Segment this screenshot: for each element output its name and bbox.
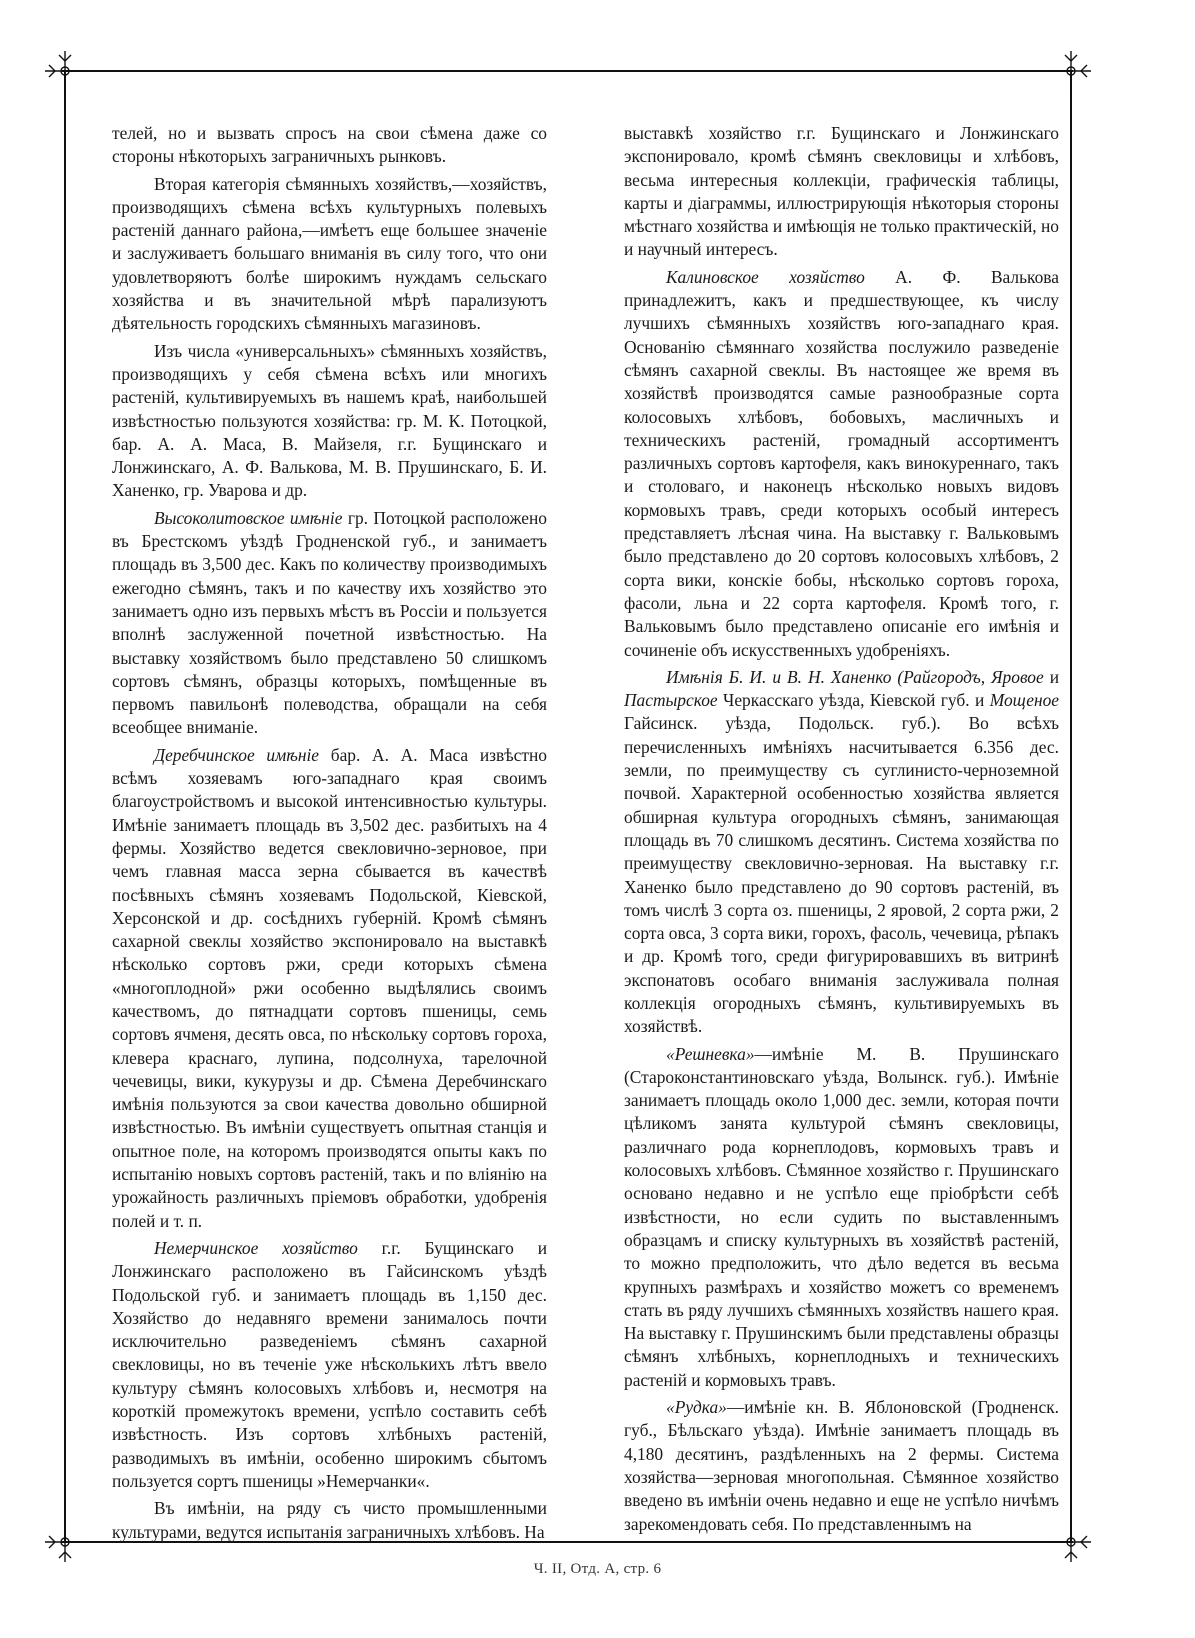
paragraph (112, 1497, 547, 1544)
text-run: и (1043, 666, 1060, 687)
italic-heading: Пастырское (624, 690, 718, 711)
paragraph (624, 1043, 1059, 1392)
paragraph (112, 744, 547, 1233)
italic-heading: Высоколитовское имѣніе (154, 507, 343, 528)
italic-heading: Немерчинское хозяйство (154, 1237, 358, 1258)
frame-left-rule (64, 70, 66, 1543)
frame-right-rule (1070, 70, 1072, 1543)
italic-heading: Калиновское хозяйство (666, 266, 865, 287)
paragraph (112, 507, 547, 740)
italic-heading: «Решневка» (666, 1043, 755, 1064)
corner-ornament-top-right-icon (1051, 51, 1091, 91)
italic-heading: Деребчинское имѣніе (154, 744, 319, 765)
corner-ornament-top-left-icon (45, 51, 85, 91)
text-run: г.г. Бущинскаго и Лонжинскаго расположено въ Гайсинскомъ уѣздѣ Подольской губ. и занимаетъ площадь въ 1,150 дес. Хозяйство до недавняго времени занималось почти исключительно разведеніемъ сѣмянъ сахарной свекловицы, но въ теченіе уже нѣсколькихъ лѣтъ ввело культуру сѣмянъ колосовыхъ хлѣбовъ и, несмотря на короткій промежутокъ времени, успѣло составить себѣ извѣстность. Изъ сортовъ хлѣбныхъ растеній, разводимыхъ въ имѣніи, особенно широкимъ сбытомъ пользуется сортъ пшеницы »Немерчанки«. (112, 1237, 548, 1491)
text-run: Вторая категорія сѣмянныхъ хозяйствъ,—хозяйствъ, производящихъ сѣмена всѣхъ культурныхъ полевыхъ растеній даннаго района,—имѣетъ еще большее значеніе и заслуживаетъ большаго вниманія въ силу того, что они удовлетворяютъ болѣе широкимъ нуждамъ сельскаго хозяйства и въ значительной мѣрѣ парализуютъ дѣятельность городскихъ сѣмянныхъ магазиновъ. (112, 173, 547, 334)
text-run: —имѣніе М. В. Прушинскаго (Староконстантиновскаго уѣзда, Волынск. губ.). Имѣніе занимаетъ площадь около 1,000 дес. земли, которая почти цѣликомъ занята культурой сѣмянъ свекловицы, различнаго рода корнеплодовъ, кормовыхъ травъ и колосовыхъ хлѣбовъ. Сѣмянное хозяйство г. Прушинскаго основано недавно и не успѣло еще пріобрѣсти себѣ извѣстности, но если судить по выставленнымъ образцамъ и списку культурныхъ въ хозяйствѣ растеній, то можно предположить, что дѣло ведется въ весьма крупныхъ размѣрахъ и хозяйство можетъ со временемъ стать въ ряду лучшихъ сѣмянныхъ хозяйствъ нашего края. На выставку г. Прушинскимъ были представлены образцы сѣмянъ хлѣбныхъ, корнеплодныхъ и техническихъ растеній и кормовыхъ травъ. (624, 1043, 1059, 1390)
left-column (112, 122, 547, 1544)
text-run: гр. Потоцкой расположено въ Брестскомъ уѣздѣ Гродненской губ., и занимаетъ площадь въ 3,500 дес. Какъ по количеству производимыхъ ежегодно сѣмянъ, такъ и по качеству ихъ хозяйство это занимаетъ одно изъ первыхъ мѣстъ въ Россіи и пользуется вполнѣ заслуженной почетной извѣстностью. На выставку хозяйствомъ было представлено 50 слишкомъ сортовъ сѣмянъ, образцы которыхъ, помѣщенные въ первомъ павильонѣ полеводства, обращали на себя всеобщее вниманіе. (112, 507, 547, 738)
text-run: Черкасскаго уѣзда, Кіевской губ. и (717, 690, 990, 711)
text-run: —имѣніе кн. В. Яблоновской (Гродненск. губ., Бѣльскаго уѣзда). Имѣніе занимаетъ площадь въ 4,180 десятинъ, раздѣленныхъ на 2 фермы. Система хозяйства—зерновая многопольная. Сѣмянное хозяйство введено въ имѣніи очень недавно и еще не успѣло ничѣмъ зарекомендовать себя. По представленнымъ на (624, 1397, 1059, 1534)
corner-ornament-bottom-left-icon (45, 1522, 85, 1562)
italic-heading: Мощеное (989, 690, 1059, 711)
text-run: Въ имѣніи, на ряду съ чисто промышленными культурами, ведутся испытанія заграничныхъ хлѣбовъ. На (112, 1498, 547, 1542)
text-run: А. Ф. Валькова принадлежитъ, какъ и предшествующее, къ числу лучшихъ сѣмянныхъ хозяйствъ юго-западнаго края. Основанію сѣмяннаго хозяйства послужило разведеніе сѣмянъ сахарной свеклы. Въ настоящее же время въ хозяйствѣ производятся самые разнообразные сорта колосовыхъ хлѣбовъ, бобовыхъ, масличныхъ и техническихъ растеній, громадный ассортиментъ различныхъ сортовъ картофеля, какъ винокуреннаго, такъ и столоваго, и наконецъ нѣсколько новыхъ видовъ кормовыхъ травъ, среди которыхъ особый интересъ представляетъ лѣсная чина. На выставку г. Вальковымъ было представлено до 20 сортовъ колосовыхъ хлѣбовъ, 2 сорта вики, конскіе бобы, нѣсколько сортовъ гороха, фасоли, льна и 22 сорта картофеля. Кромѣ того, г. Вальковымъ было представлено описаніе его имѣнія и сочиненіе объ искусственныхъ удобреніяхъ. (624, 266, 1059, 660)
text-run: выставкѣ хозяйство г.г. Бущинскаго и Лонжинскаго экспонировало, кромѣ сѣмянъ свекловицы и хлѣбовъ, весьма интересныя коллекціи, графическія таблицы, карты и діаграммы, иллюстрирующія нѣкоторыя стороны мѣстнаго хозяйства и имѣющія не только практическій, но и научный интересъ. (624, 123, 1059, 260)
text-run: Гайсинск. уѣзда, Подольск. губ.). Во всѣхъ перечисленныхъ имѣніяхъ насчитывается 6.356 дес. земли, по преимуществу съ суглинисто-черноземной почвой. Характерной особенностью хозяйства является обширная культура огородныхъ сѣмянъ, занимающая площадь въ 70 слишкомъ десятинъ. Система хозяйства по преимуществу свекловично-зерновая. На выставку г.г. Ханенко было представлено до 90 сортовъ растеній, въ томъ числѣ 3 сорта оз. пшеницы, 2 яровой, 2 сорта ржи, 2 сорта овса, 3 сорта вики, горохъ, фасоль, чечевица, рѣпакъ и др. Кромѣ того, среди фигурировавшихъ въ витринѣ экспонатовъ особаго вниманія заслуживала полная коллекція огородныхъ сѣмянъ, культивируемыхъ въ хозяйствѣ. (624, 713, 1059, 1037)
italic-heading: Имѣнія Б. И. и В. Н. Ханенко (Райгородъ, Яровое (666, 666, 1044, 687)
page-footer: Ч. II, Отд. А, стр. 6 (533, 1561, 662, 1577)
paragraph (112, 122, 547, 169)
frame-top-rule (62, 70, 1073, 72)
paragraph (624, 666, 1059, 1039)
paragraph (112, 1237, 547, 1493)
paragraph (624, 122, 1059, 262)
text-run: бар. А. А. Маса извѣстно всѣмъ хозяевамъ юго-западнаго края своимъ благоустройствомъ и высокой интенсивностью культуры. Имѣніе занимаетъ площадь въ 3,502 дес. разбитыхъ на 4 фермы. Хозяйство ведется свекловично-зерновое, при чемъ главная масса зерна сбывается въ качествѣ посѣвныхъ сѣмянъ хозяевамъ Подольской, Кіевской, Херсонской и др. сосѣднихъ губерній. Кромѣ сѣмянъ сахарной свеклы хозяйство экспонировало на выставкѣ нѣсколько сортовъ ржи, среди которыхъ сѣмена «многоплодной» ржи особенно выдѣлялись своимъ качествомъ, до пятнадцати сортовъ пшеницы, семь сортовъ ячменя, десять овса, по нѣскольку сортовъ гороха, клевера краснаго, лупина, подсолнуха, тарелочной чечевицы, вики, кукурузы и др. Сѣмена Деребчинскаго имѣнія пользуются за свои качества довольно обширной извѣстностью. Въ имѣніи существуетъ опытная станція и опытное поле, на которомъ производятся опыты какъ по испытанію новыхъ сортовъ растеній, такъ и по вліянію на урожайность различныхъ пріемовъ обработки, удобренія полей и т. п. (112, 744, 547, 1231)
paragraph (112, 173, 547, 336)
text-run: телей, но и вызвать спросъ на свои сѣмена даже со стороны нѣкоторыхъ заграничныхъ рынковъ. (112, 123, 547, 167)
paragraph (624, 266, 1059, 662)
text-run: Изъ числа «универсальныхъ» сѣмянныхъ хозяйствъ, производящихъ у себя сѣмена всѣхъ или многихъ растеній, культивируемыхъ въ нашемъ краѣ, наибольшей извѣстностью пользуются хозяйства: гр. М. К. Потоцкой, бар. А. А. Маса, В. Майзеля, г.г. Бущинскаго и Лонжинскаго, А. Ф. Валькова, М. В. Прушинскаго, Б. И. Ханенко, гр. Уварова и др. (112, 340, 547, 501)
right-column (624, 122, 1059, 1536)
paragraph (112, 340, 547, 503)
paragraph (624, 1396, 1059, 1536)
italic-heading: «Рудка» (666, 1397, 727, 1418)
